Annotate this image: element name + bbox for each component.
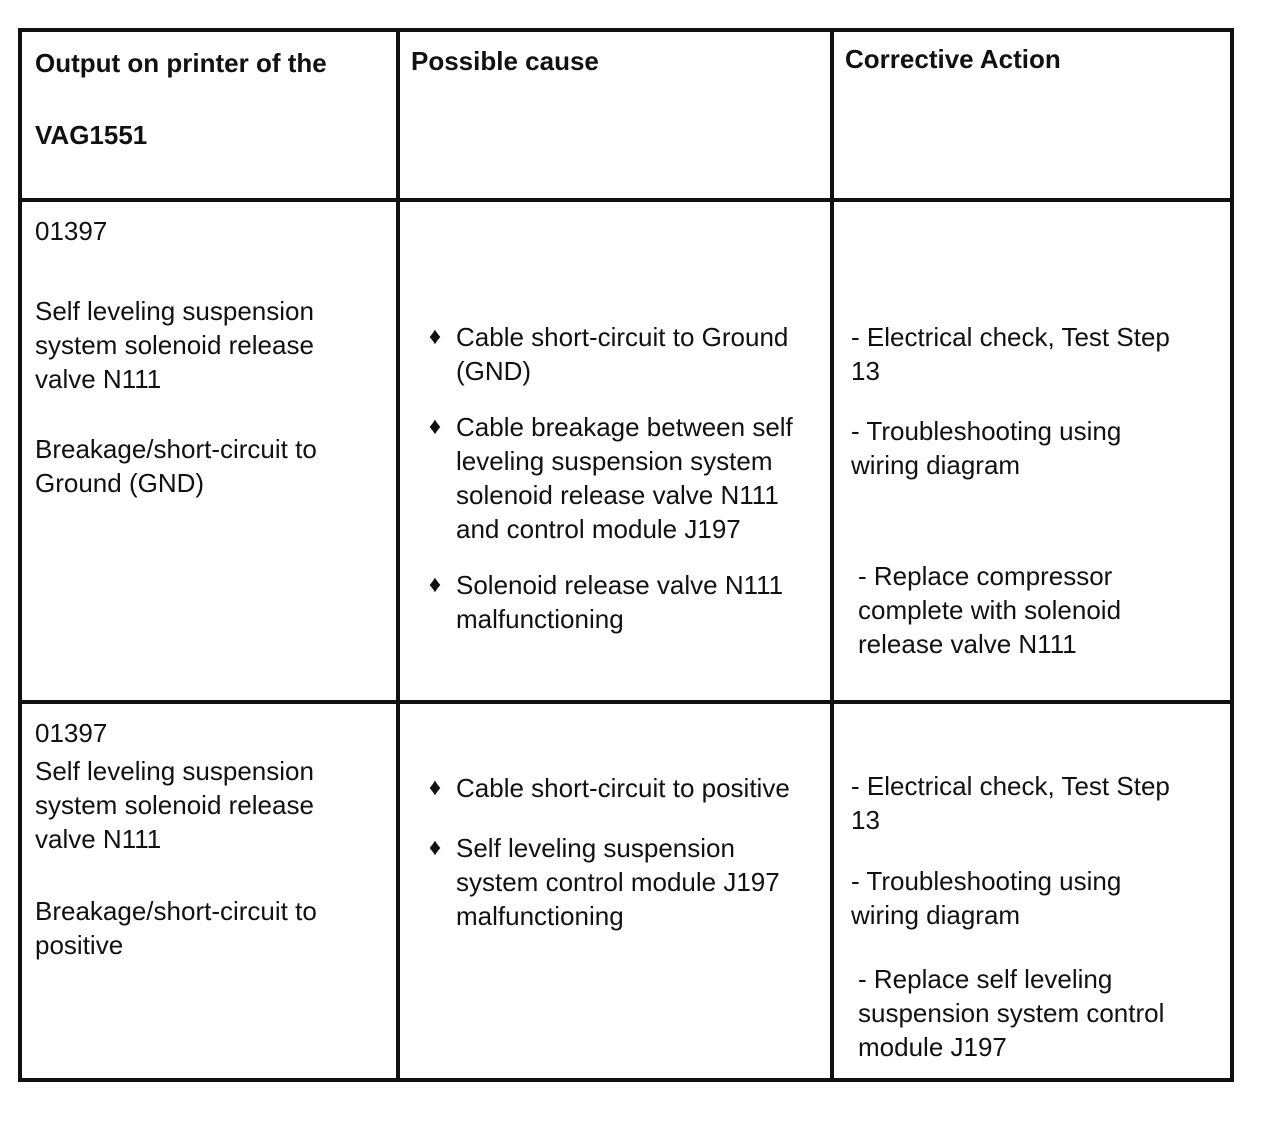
cause-item	[422, 320, 822, 386]
action-line: - Electrical check, Test Step	[851, 322, 1170, 352]
component-line: system solenoid release	[35, 790, 314, 820]
header-corrective-action: Corrective Action	[845, 44, 1061, 74]
fault-code: 01397	[35, 216, 108, 246]
cause-line: Cable short-circuit to positive	[456, 773, 790, 803]
component-line: Self leveling suspension	[35, 756, 314, 786]
column-divider	[830, 32, 834, 1078]
action-line: wiring diagram	[851, 450, 1021, 480]
action-line: module J197	[858, 1032, 1007, 1062]
diamond-bullet-icon: ♦	[428, 323, 442, 350]
header-output-line: VAG1551	[35, 120, 148, 150]
component-name	[35, 294, 385, 396]
action-line: complete with solenoid	[858, 595, 1122, 625]
cause-line: Cable breakage between self	[456, 412, 793, 442]
component-line: valve N111	[35, 364, 162, 394]
component-name	[35, 754, 385, 856]
cause-item	[422, 410, 822, 544]
action-item	[858, 962, 1228, 1064]
row2-output	[35, 716, 385, 962]
fault-table	[18, 28, 1234, 1082]
fault-line: Breakage/short-circuit to	[35, 896, 317, 926]
fault-type	[35, 432, 385, 500]
fault-line: Ground (GND)	[35, 468, 205, 498]
action-line: wiring diagram	[851, 900, 1021, 930]
action-line: - Troubleshooting using	[851, 416, 1122, 446]
cause-line: solenoid release valve N111	[456, 480, 779, 510]
component-line: Self leveling suspension	[35, 296, 314, 326]
action-line: suspension system control	[858, 998, 1165, 1028]
action-line: 13	[851, 356, 880, 386]
fault-line: positive	[35, 930, 124, 960]
row-divider	[22, 700, 1230, 704]
action-item	[858, 559, 1228, 661]
action-line: - Electrical check, Test Step	[851, 771, 1170, 801]
action-line: - Replace compressor	[858, 561, 1113, 591]
row1-output	[35, 214, 385, 500]
header-possible-cause: Possible cause	[411, 46, 599, 76]
cause-line: Self leveling suspension	[456, 833, 735, 863]
component-line: system solenoid release	[35, 330, 314, 360]
header-output-line: Output on printer of the	[35, 48, 327, 78]
action-item	[851, 769, 1221, 837]
column-divider	[396, 32, 400, 1078]
action-line: 13	[851, 805, 880, 835]
cause-line: (GND)	[456, 356, 532, 386]
cause-item	[422, 771, 822, 811]
action-line: - Replace self leveling	[858, 964, 1113, 994]
cause-line: leveling suspension system	[456, 446, 773, 476]
fault-type	[35, 894, 385, 962]
cause-line: Cable short-circuit to Ground	[456, 322, 789, 352]
cause-item	[422, 831, 822, 931]
cause-line: and control module J197	[456, 514, 741, 544]
action-line: - Troubleshooting using	[851, 866, 1122, 896]
cause-line: malfunctioning	[456, 604, 624, 634]
cause-line: malfunctioning	[456, 901, 624, 931]
cause-line: system control module J197	[456, 867, 780, 897]
action-line: release valve N111	[858, 629, 1077, 659]
diamond-bullet-icon: ♦	[428, 413, 442, 440]
header-output	[35, 46, 385, 152]
diamond-bullet-icon: ♦	[428, 774, 442, 801]
row-divider	[22, 198, 1230, 202]
cause-line: Solenoid release valve N111	[456, 570, 784, 600]
fault-code: 01397	[35, 718, 108, 748]
diamond-bullet-icon: ♦	[428, 834, 442, 861]
cause-item	[422, 568, 822, 634]
component-line: valve N111	[35, 824, 162, 854]
diamond-bullet-icon: ♦	[428, 571, 442, 598]
action-item	[851, 864, 1221, 932]
action-item	[851, 414, 1221, 482]
fault-line: Breakage/short-circuit to	[35, 434, 317, 464]
action-item	[851, 320, 1221, 388]
